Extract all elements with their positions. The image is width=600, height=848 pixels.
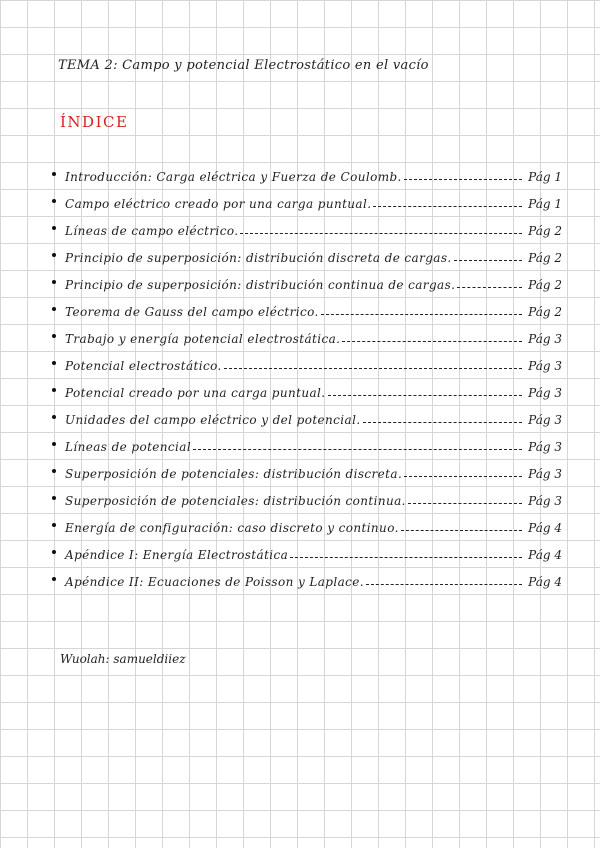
toc-page-number: Pág 3 [528, 439, 562, 454]
index-heading: ÍNDICE [60, 113, 129, 131]
toc-entry [52, 217, 562, 244]
toc-entry [52, 325, 562, 352]
toc-page-number: Pág 3 [528, 412, 562, 427]
bullet-icon [52, 172, 56, 176]
bullet-icon [52, 307, 56, 311]
dotted-leader [328, 395, 523, 396]
dotted-leader [401, 530, 522, 531]
toc-entry-title: Potencial creado por una carga puntual. [65, 385, 326, 400]
toc-page-number: Pág 2 [528, 223, 562, 238]
toc-entry-title: Unidades del campo eléctrico y del potencial. [65, 412, 361, 427]
toc-entry [52, 298, 562, 325]
toc-entry-title: Líneas de potencial [65, 439, 192, 454]
dotted-leader [363, 422, 523, 423]
toc-entry [52, 244, 562, 271]
toc-page-number: Pág 4 [528, 574, 562, 589]
bullet-icon [52, 415, 56, 419]
toc-entry-title: Superposición de potenciales: distribución continua. [65, 493, 406, 508]
toc-entry-title: Campo eléctrico creado por una carga puntual. [65, 196, 372, 211]
toc-entry-title: Teorema de Gauss del campo eléctrico. [65, 304, 319, 319]
toc-page-number: Pág 2 [528, 250, 562, 265]
bullet-icon [52, 388, 56, 392]
bullet-icon [52, 199, 56, 203]
toc-entry [52, 163, 562, 190]
bullet-icon [52, 550, 56, 554]
bullet-icon [52, 226, 56, 230]
toc-page-number: Pág 2 [528, 304, 562, 319]
toc-entry-title: Principio de superposición: distribución discreta de cargas. [65, 250, 452, 265]
toc-entry-title: Apéndice I: Energía Electrostática [65, 547, 289, 562]
dotted-leader [342, 341, 522, 342]
dotted-leader [366, 584, 522, 585]
dotted-leader [321, 314, 522, 315]
toc-entry [52, 514, 562, 541]
toc-entry-title: Apéndice II: Ecuaciones de Poisson y Laplace. [65, 574, 364, 589]
toc-entry [52, 460, 562, 487]
dotted-leader [404, 476, 522, 477]
table-of-contents [52, 163, 562, 595]
toc-entry [52, 541, 562, 568]
toc-page-number: Pág 3 [528, 358, 562, 373]
toc-entry-title: Energía de configuración: caso discreto y continuo. [65, 520, 399, 535]
toc-entry-title: Superposición de potenciales: distribución discreta. [65, 466, 403, 481]
bullet-icon [52, 334, 56, 338]
toc-page-number: Pág 3 [528, 331, 562, 346]
dotted-leader [454, 260, 523, 261]
toc-entry-title: Trabajo y energía potencial electrostática. [65, 331, 341, 346]
bullet-icon [52, 469, 56, 473]
bullet-icon [52, 496, 56, 500]
toc-page-number: Pág 3 [528, 493, 562, 508]
page-title: TEMA 2: Campo y potencial Electrostático en el vacío [58, 58, 429, 73]
dotted-leader [290, 557, 522, 558]
toc-entry-title: Potencial electrostático. [65, 358, 222, 373]
dotted-leader [224, 368, 522, 369]
toc-entry-title: Líneas de campo eléctrico. [65, 223, 239, 238]
toc-entry [52, 352, 562, 379]
toc-entry [52, 379, 562, 406]
dotted-leader [408, 503, 522, 504]
toc-entry [52, 568, 562, 595]
toc-entry [52, 433, 562, 460]
toc-entry [52, 190, 562, 217]
bullet-icon [52, 523, 56, 527]
toc-entry [52, 406, 562, 433]
toc-page-number: Pág 2 [528, 277, 562, 292]
bullet-icon [52, 280, 56, 284]
toc-page-number: Pág 3 [528, 385, 562, 400]
bullet-icon [52, 253, 56, 257]
dotted-leader [373, 206, 522, 207]
dotted-leader [193, 449, 522, 450]
dotted-leader [404, 179, 522, 180]
toc-page-number: Pág 4 [528, 547, 562, 562]
bullet-icon [52, 577, 56, 581]
toc-entry [52, 271, 562, 298]
dotted-leader [240, 233, 522, 234]
toc-entry-title: Principio de superposición: distribución continua de cargas. [65, 277, 456, 292]
dotted-leader [457, 287, 522, 288]
toc-page-number: Pág 1 [528, 196, 562, 211]
toc-page-number: Pág 1 [528, 169, 562, 184]
toc-entry-title: Introducción: Carga eléctrica y Fuerza de Coulomb. [65, 169, 402, 184]
author-credit: Wuolah: samueldiiez [60, 652, 186, 666]
toc-entry [52, 487, 562, 514]
toc-page-number: Pág 4 [528, 520, 562, 535]
bullet-icon [52, 361, 56, 365]
toc-page-number: Pág 3 [528, 466, 562, 481]
bullet-icon [52, 442, 56, 446]
